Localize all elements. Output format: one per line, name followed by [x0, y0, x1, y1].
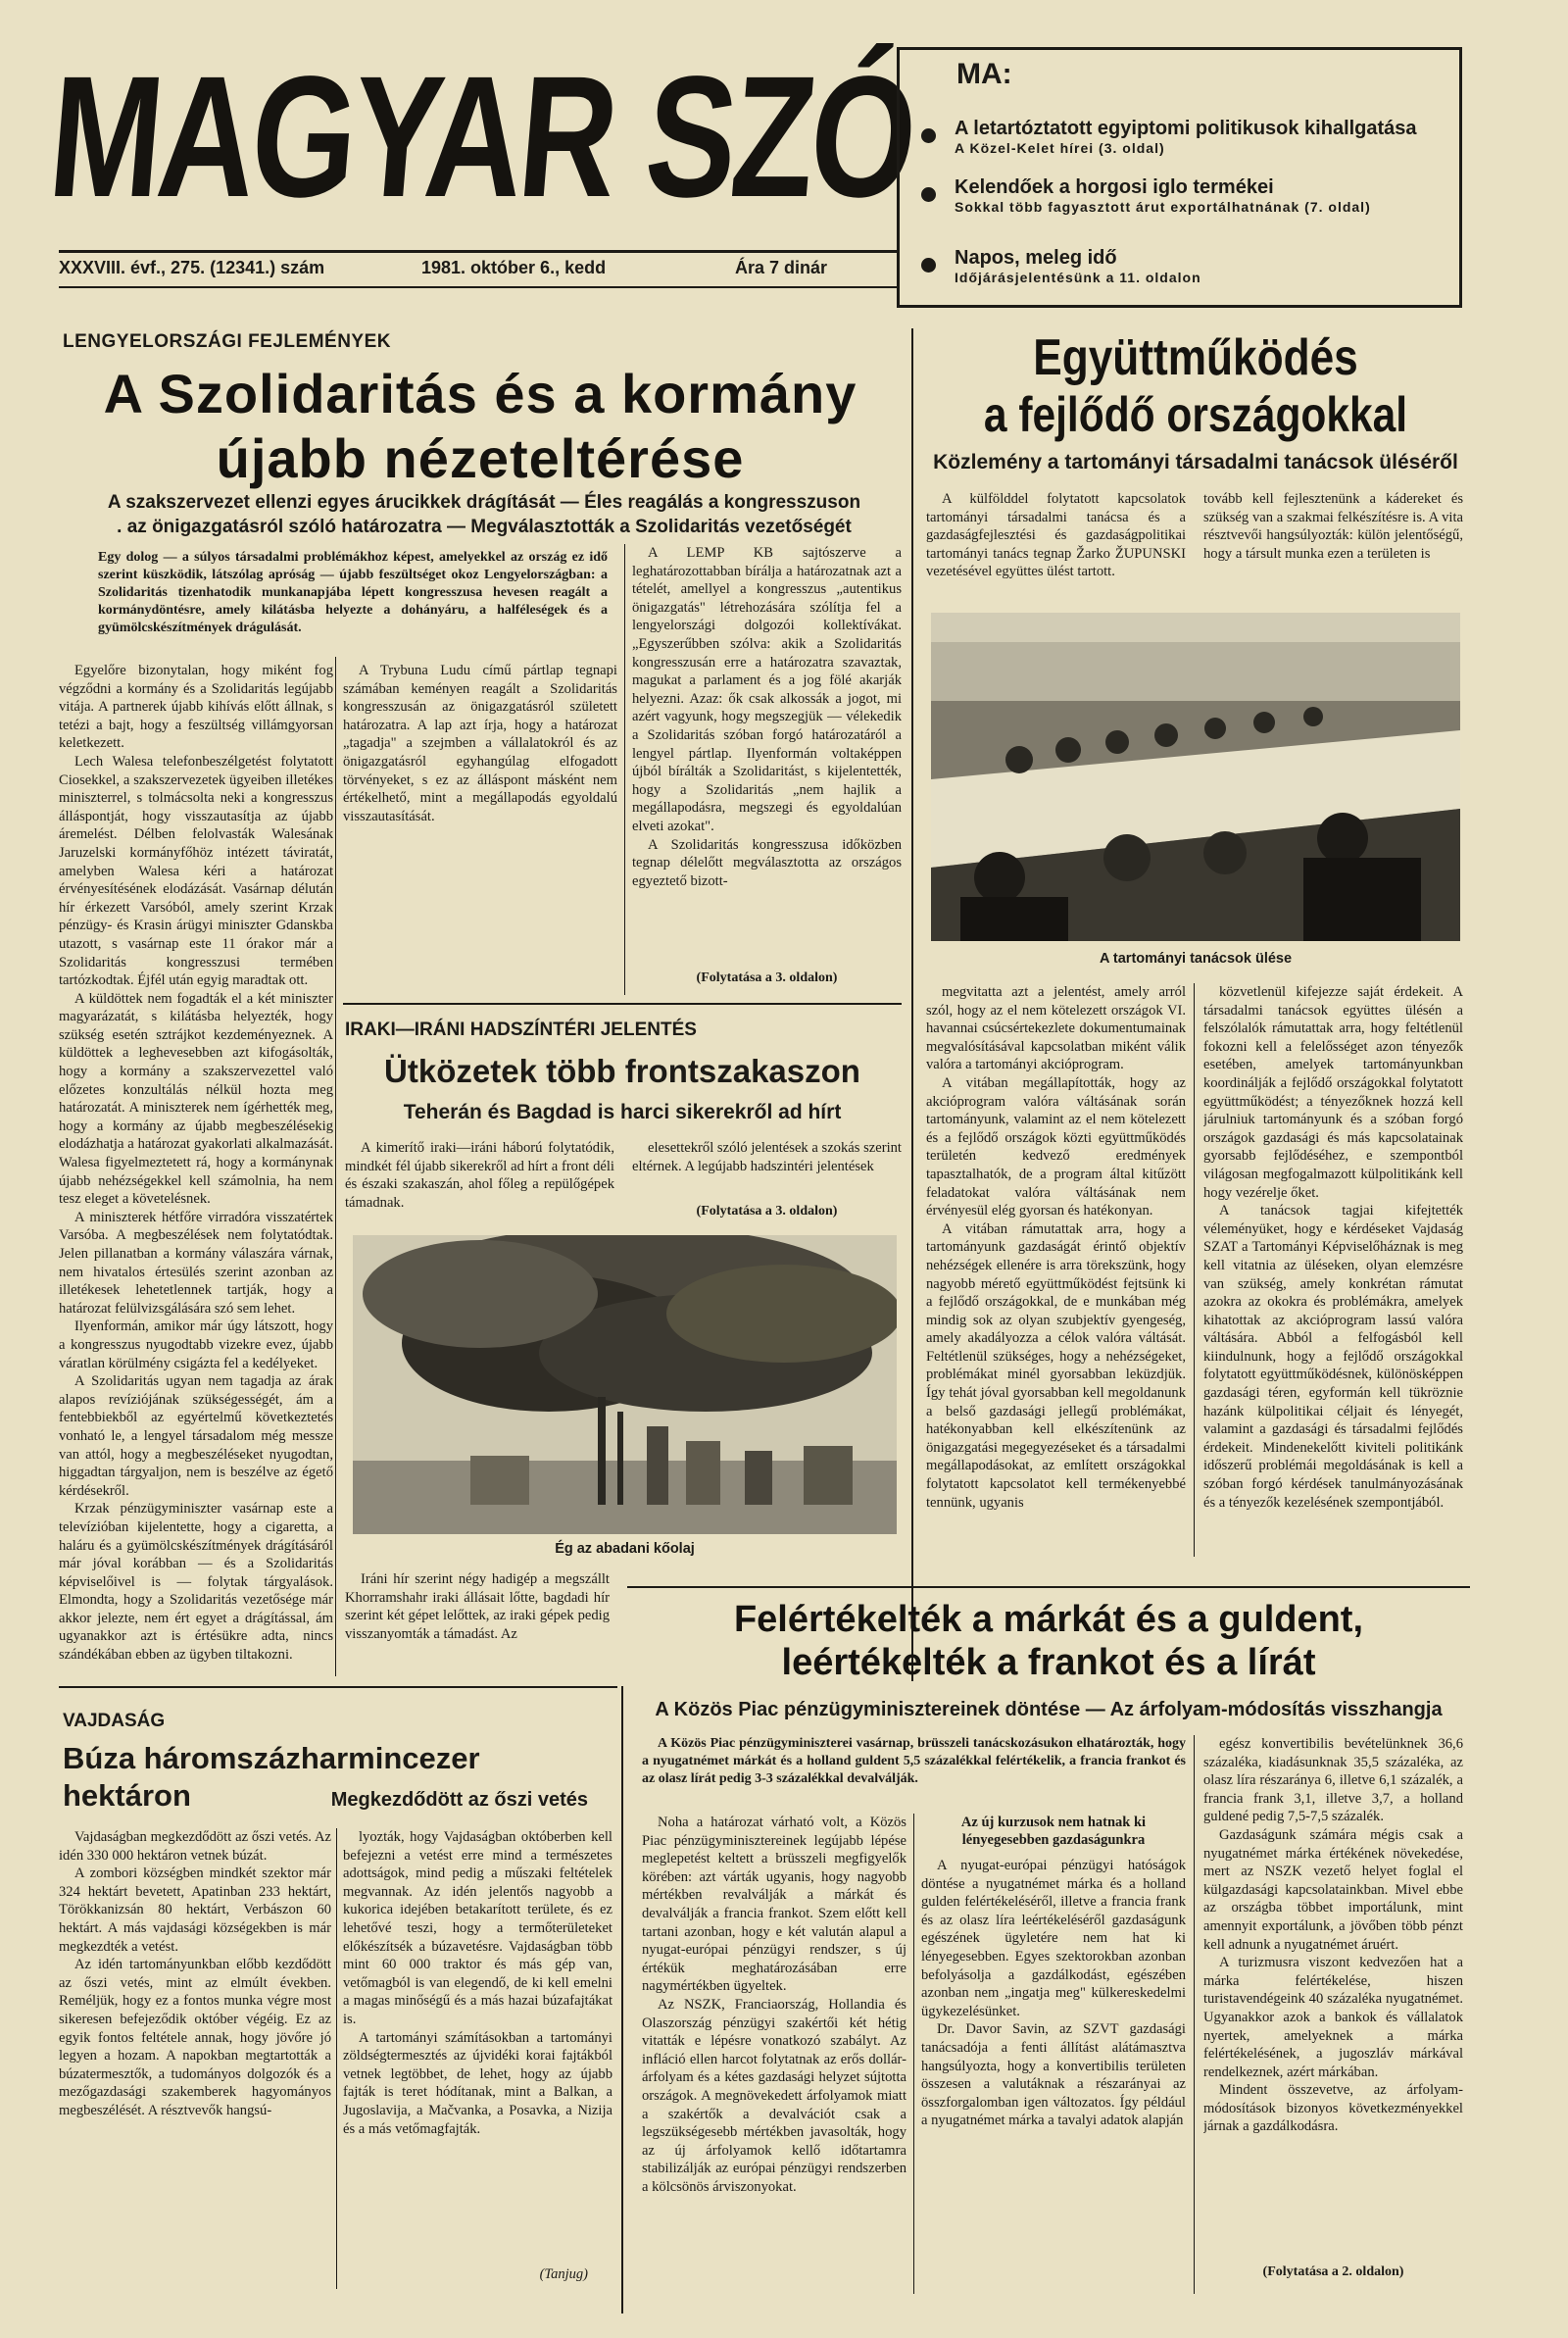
paragraph: Krzak pénzügyminiszter vasárnap este a televízióban kijelentette, hogy a cigaretta, a haláru és a gyümölcskészítmények drágításáról már jóval korábban — és a Szolidaritás képviselőivel is — folytak tárgyalások. Elmondta, hogy a Szolidaritás vezetősége már akkor jelezte, nem ért egyet a drágítással, ám ugyanakkor azt is értésükre adta, nincs szándékában ebben az ügyben tiltakozni.	[59, 1501, 333, 1664]
article-1-deck-line: A szakszervezet ellenzi egyes árucikkek drágítását — Éles reagálás a kongresszuson	[107, 492, 861, 513]
paragraph: A tartományi számításokban a tartományi zöldségtermesztés az újvidéki korai fajtákból vetnek legtöbbet, de lehet, hogy az újabb fajták is teret hódítanak, mint a Balkan, a Jugoslavija, a Mačvanka, a Posavka, a Nizija és a más vetőmagfajták.	[343, 2029, 612, 2137]
council-meeting-photo	[931, 613, 1460, 941]
paragraph: A zombori községben mindkét szektor már 324 hektárt bevetett, Apatinban 233 hektárt, Törökkanizsán 80 hektárt, Verbászon 60 hektárt. A más vajdasági községekben is már megkezdték a vetést.	[59, 1865, 331, 1955]
article-4-source: (Tanjug)	[539, 2266, 588, 2282]
bullet-icon	[921, 128, 936, 143]
paragraph: A nyugat-európai pénzügyi hatóságok döntése a nyugatnémet márka és a holland gulden felértékeléséről, illetve a francia frank és az olasz líra leértékeléséről gazdaságunk egészének ügyletére nem hat ki lényegesebben. Egyes szektorokban azonban befolyásolja a gazdálkodást, egészében azonban nem „ingatja meg" külkereskedelmi ügykezelésünket.	[921, 1858, 1186, 2019]
abadan-photo-caption: Ég az abadani kőolaj	[555, 1541, 695, 1557]
teaser-heading: MA:	[956, 58, 1012, 90]
teaser-item	[921, 117, 1450, 157]
teaser-item-title: Napos, meleg idő	[955, 247, 1117, 269]
paragraph: Vajdaságban megkezdődött az őszi vetés. Az idén 330 000 hektáron vetnek búzát.	[59, 1829, 331, 1864]
paragraph: A tanácsok tagjai kifejtették véleményüket, hogy e kérdéseket Vajdaság SZAT a Tartományi Képviselőháznak is meg kell vitatnia az üléseken, olyan elemzésre van szükség, amely konkrétan rámutat azokra az okokra és problémákra, amelyek kihatottak az akcióprogram lassú valóra váltására. Abból a felfogásból kell kiindulnunk, hogy a fejlődő országokkal folytatott együttműködésnek, különösképpen gazdasági téren, egyformán kell tükröznie hazánk külpolitikai céljait és lényegét, valamint a gazdasági és társadalmi fejlődés érdekeit. Mindenekelőtt kiviteli politikánk időszerű problémái megoldásának is kell a szóban forgó kérdések tanulmányozásának és a tényezők kezelésének szempontjából.	[1203, 1203, 1463, 1511]
article-1-lead: Egy dolog — a súlyos társadalmi problémákhoz képest, amelyekkel az ország ez idő szerint küszködik, látszólag apróság — újabb feszültséget okoz Lengyelországban: a Szolidaritás tizenhatodik munkanapjába lépett kongresszusa hevesen reagált a kormánydöntésre, amely kilátásba helyezte a dohányáru, a halféleségek és a gyümölcskészítmények drágulását.	[98, 550, 608, 635]
masthead-title: MAGYAR SZÓ	[42, 41, 920, 233]
issue-line	[59, 258, 897, 281]
issue-volume: XXXVIII. évf., 275. (12341.) szám	[59, 258, 325, 277]
article-2-column: elesettekről szóló jelentések a szokás szerint eltérnek. A legújabb hadszintéri jelentések	[632, 1140, 902, 1174]
paragraph: Dr. Davor Savin, az SZVT gazdasági tanácsadója a fenti állítást alátámasztva hangsúlyozta, hogy a konvertibilis területen összesen a valutáknak a részarányai az összforgalomban igen változatos. Így például a nyugatnémet márka a tavalyi adatok alapján	[921, 2021, 1186, 2129]
article-1-column	[59, 662, 333, 1676]
paragraph: A turizmusra viszont kedvezően hat a márka felértékelése, hiszen turistavendégeink 40 százaléka nyugatnémet. Ugyanakkor azok a bankok és vállalatok nyertek, amelyeknek a márka felértékelésének, a jugoszláv márkával rendelkeznek, azért márkában.	[1203, 1955, 1463, 2080]
article-5-continued: (Folytatása a 2. oldalon)	[1262, 2264, 1404, 2279]
teaser-item	[921, 175, 1450, 216]
teaser-item-sub: Időjárásjelentésünk a 11. oldalon	[955, 270, 1201, 285]
paragraph: Ilyenformán, amikor már úgy látszott, hogy a kongresszus nyugodtabb vizekre evez, újabb váratlan körülmény csigázta fel a kedélyeket.	[59, 1318, 333, 1371]
issue-date: 1981. október 6., kedd	[421, 258, 607, 277]
article-1-continued: (Folytatása a 3. oldalon)	[696, 970, 838, 985]
paragraph: Noha a határozat várható volt, a Közös Piac pénzügyminisztereinek legújabb lépése meglepetést keltett a brüsszeli megfigyelők körében: azt várták ugyanis, hogy nagyobb mértékben revalválják a márkát és devalválják a francia frankot. Szem előtt kell tartani azonban, hogy e két valután alapul a nyugat-európai pénzügyi rendszer, s új értékük meghatározásában erre nagymértékben ügyeltek.	[642, 1815, 906, 1995]
bullet-icon	[921, 187, 936, 202]
paragraph: lyozták, hogy Vajdaságban októberben kell befejezni a vetést erre mind a természetes adottságok, mind pedig a műszaki feltételek megvannak. Az idén jelentős nagyobb a kukorica idejében betakarított területe, és ez lehetővé teszi, hogy a termőterületeket előkészítsék a búzavetésre. Vajdaságban több mint 60 000 traktor és más gép van, vetőmagból is van elegendő, de ki kell emelni a magas minőségű és a más hazai búzafajtákat is.	[343, 1829, 612, 2027]
article-3-column	[926, 983, 1186, 1562]
article-5-column	[921, 1814, 1186, 2294]
paragraph: Gazdaságunk számára mégis csak a nyugatnémet márka értékének növekedése, mert az NSZK vezető helyet foglal el külgazdasági kapcsolatainkban. Mivel ebbe az országba többet importálunk, mint amennyit exportálunk, a jövőben több pénzt kell adnunk a nyugatnémet áruért.	[1203, 1826, 1463, 1953]
issue-price: Ára 7 dinár	[735, 258, 828, 277]
abadan-fire-photo	[353, 1235, 897, 1534]
paragraph: Lech Walesa telefonbeszélgetést folytatott Ciosekkel, a szakszervezetek ügyeiben illetékes miniszterrel, s tolmácsolta neki a kongresszus álláspontját, hogy visszautasítja az újabb áremelést. Délben felolvasták Walesának Jaruzelski kormányfőhöz intézett táviratát, amelyben Walesa kéri a határozat érvényesítésének elodázását. Vasárnap délután hír érkezett Varsóból, amely szerint Krzak pénzügy- és Krasin árügyi miniszter Gdanskba utazott, s vasárnap este 11 órakor már a Szolidaritás kongresszusi termében tartózkodtak. Éjfél után egyig maradtak ott.	[59, 753, 333, 989]
article-5-column	[642, 1814, 906, 2294]
teaser-item	[921, 246, 1450, 286]
teaser-item-title: A letartóztatott egyiptomi politikusok kihallgatása	[955, 118, 1417, 139]
article-3-deck: Közlemény a tartományi társadalmi tanácsok üléséről	[933, 451, 1458, 473]
article-2-headline: Ütközetek több frontszakaszon	[384, 1053, 860, 1089]
article-1-deck	[63, 490, 906, 539]
paragraph: A LEMP KB sajtószerve a leghatározottabban bírálja a határozatnak azt a tételét, amellyel a kongresszus „autentikus önigazgatás" létrehozására szólítja fel a lengyelországi dolgozói kollektívákat. „Egyszerűbben szólva: akik a Szolidaritás kongresszusán erre a határozatra szavaztak, magukat a parlament és a jog fölé akarják helyezni. Azaz: ők csak alkossák a jogot, mi azért vagyunk, hogy megszegjük — vélekedik a Szolidaritás szóban forgó határozatáról a lengyel pártlap. Ilyenformán voltaképpen újból bírálták a Szolidaritást, s kijelentették, hogy a Szolidaritás „nem hajlik a megállapodásra, megszegi és egyoldalúan elveti azokat".	[632, 545, 902, 834]
article-2-deck: Teherán és Bagdad is harci sikerekről ad hírt	[403, 1101, 842, 1123]
article-4-column	[343, 1828, 612, 2264]
article-3-column	[1203, 983, 1463, 1562]
bullet-icon	[921, 258, 936, 273]
article-3-intro-continued: tovább kell fejlesztenünk a kádereket és szükség van a szakmai felkészítésre is. A vita résztvevői hangsúlyozták: külön jelentőségű, hogy a társult munka ezen a területen is	[1203, 491, 1463, 562]
council-photo-caption: A tartományi tanácsok ülése	[1099, 951, 1293, 967]
article-4-deck: Megkezdődött az őszi vetés	[330, 1789, 588, 1811]
article-2-continued: (Folytatása a 3. oldalon)	[696, 1204, 838, 1219]
teaser-item-title: Kelendőek a horgosi iglo termékei	[955, 176, 1274, 198]
article-1-headline-line: újabb nézeteltérése	[216, 427, 745, 489]
article-4-column	[59, 1828, 331, 2299]
paragraph: megvitatta azt a jelentést, amely arról szól, hogy az el nem kötelezett országok VI. havannai csúcsértekezlete dokumentumainak megvalósításával kapcsolatban miként válik valóra a tartományi akcióprogram.	[926, 984, 1186, 1073]
paragraph: Iráni hír szerint négy hadigép a megszállt Khorramshahr iraki állásait lőtte, bagdadi hír szerint két gépet lelőttek, az iraki gépek pedig visszanyomták a támadást. Az	[345, 1571, 610, 1642]
meeting-room-image	[931, 613, 1460, 941]
article-5-lead: A Közös Piac pénzügyminiszterei vasárnap, brüsszeli tanácskozásukon elhatározták, hogy a nyugatnémet márkát és a holland guldent 5,5 százalékkal felértékelik, a francia frankot és az olasz lírát pedig 3-3 százalékkal devalválják.	[642, 1736, 1186, 1786]
article-2-column: A kimerítő iraki—iráni háború folytatódik, mindkét fél újabb sikerekről ad hírt a front déli és északi szakaszán, ahol főleg a repülőgépek támadnak.	[345, 1140, 614, 1211]
article-5-subhead: Az új kurzusok nem hatnak ki lényegesebben gazdaságunkra	[960, 1815, 1147, 1848]
article-5-deck: A Közös Piac pénzügyminisztereinek döntése — Az árfolyam-módosítás visszhangja	[655, 1699, 1443, 1720]
teaser-item-sub: A Közel-Kelet hírei (3. oldal)	[955, 140, 1165, 156]
article-3-headline-line: Együttműködés	[1033, 329, 1358, 386]
article-2-column	[345, 1570, 610, 1668]
teaser-box	[897, 47, 1462, 308]
teaser-item-sub: Sokkal több fagyasztott árut exportálhatnának (7. oldal)	[955, 199, 1371, 215]
paragraph: közvetlenül kifejezze saját érdekeit. A társadalmi tanácsok együttes ülésén a felszólalók rámutattak arra, hogy feltétlenül fokozni kell a felelősséget azon tényezők esetében, amelyek tartományunkban koordinálják a fejlődő országokkal folytatott együttműködést; a tényezőknek hozzá kell járulniuk tartományunk és a szóban forgó országok gazdasági és más kapcsolatainak gyorsabb fejlődéséhez, e szempontból világosan megfogalmazott külpolitikánk kell hogy vezérelje őket.	[1203, 984, 1463, 1201]
paragraph: A Szolidaritás kongresszusa időközben tegnap délelőtt megválasztotta az országos egyeztető bizott-	[632, 836, 902, 889]
article-5-headline-line: leértékelték a frankot és a lírát	[781, 1642, 1316, 1683]
article-1-column	[632, 544, 902, 961]
masthead-logo	[42, 39, 920, 255]
paragraph: Egyelőre bizonytalan, hogy miként fog végződni a kormány és a Szolidaritás legújabb vitája. A partnerek újabb kihívás előtt állnak, s tetézi a bajt, hogy a feszültség villámgyorsan keletkezett.	[59, 663, 333, 752]
article-3-headline	[921, 328, 1470, 442]
paragraph: A miniszterek hétfőre virradóra visszatértek Varsóba. A megbeszélések nem folytatódtak. Jelen pillanatban a kormány válaszára várnak, nem hivatalos értesülés szerint azonban az illetékesek lehetetlennek tartják, hogy a határozat felülvizsgálására szó sem lehet.	[59, 1209, 333, 1317]
article-5-column	[1203, 1735, 1463, 2255]
article-2-kicker: IRAKI—IRÁNI HADSZÍNTÉRI JELENTÉS	[345, 1020, 697, 1040]
article-5-headline-line: Felértékelték a márkát és a guldent,	[733, 1599, 1364, 1640]
article-1-kicker: LENGYELORSZÁGI FEJLEMÉNYEK	[63, 331, 391, 352]
article-1-deck-line: . az önigazgatásról szóló határozatra — Megválasztották a Szolidaritás vezetőségét	[117, 517, 852, 537]
article-3-headline-line: a fejlődő országokkal	[983, 387, 1408, 442]
article-5-headline	[627, 1598, 1470, 1684]
paragraph: A vitában megállapították, hogy az akcióprogram valóra váltásának során tartományunk, valamint az el nem kötelezett és a fejlődő országok közti együttműködés területén kedvező eredmények tapasztalhatók, de a program által kitűzött feladatokat valóra váltásának nem érvényesül elég gyorsan és hatékonyan.	[926, 1074, 1186, 1219]
smoke-plume-image	[353, 1235, 897, 1534]
paragraph: A vitában rámutattak arra, hogy a tartományunk gazdaságát érintő objektív nehézségek ellenére is arra törekszünk, hogy nagyobb mérető együttműködést fejtsünk ki a fejlődő országokkal, de e munkában még mindig sok az olyan szubjektív gyengeség, amely akadályozza a célok valóra váltását. Feltétlenül szükséges, hogy a nehézségeket, problémákat minél gyorsabban leküzdjük. Így tehát jóval gyorsabban kell megoldanunk a belső gazdasági jellegű problémákat, hatékonyabban kell elkészítenünk az önigazgatási megegyezéseket és a társadalmi megállapodásokat, az említett országokkal folytatott kapcsolatot kell termékenyebbé tennünk, ugyanis	[926, 1220, 1186, 1511]
article-4-kicker: VAJDASÁG	[63, 1711, 166, 1731]
article-4-headline: Búza háromszázharmincezer hektáron	[63, 1741, 480, 1813]
paragraph: egész konvertibilis bevételünknek 36,6 százaléka, kiadásunknak 35,5 százaléka, az olasz líra részaránya 6, illetve 6,1 százalék, a francia frank 3,1, illetve 3,7, a holland guldené pedig 7,5-7,5 százalék.	[1203, 1736, 1463, 1825]
paragraph: Az NSZK, Franciaország, Hollandia és Olaszország pénzügyi szakértői két hétig vitatták e lépésre vonatkozó szabályt. Az infláció ellen harcot folytatnak az erős dollár-árfolyam és a kétes gazdasági helyzet sújtotta országok. A megnövekedett árfolyamok miatt a szakértők a devalvációt csak a legszükségesebb mértékben javasolták, hogy az új árfolyamok kellő időtartamra stabilizálják az európai pénzügyi rendszerben a kölcsönös árviszonyokat.	[642, 1996, 906, 2195]
paragraph: A küldöttek nem fogadták el a két miniszter magyarázatát, s kilátásba helyezték, hogy szükség esetén sztrájkot kezdeményeznek. A küldöttek a leghevesebben azt kifogásolták, hogy a kormány a szakszervezettel való előzetes konzultálás nélkül hozta meg határozatát. A miniszterek nem ígérhették meg, hogy a kormány az újabb megbeszélésekig elodázhatja a határozat gyakorlati alkalmazását. Walesa figyelmeztetett rá, hogy a kormánynak újabb nehézségekkel kell számolnia, ha nem tesz eleget a követelésnek.	[59, 990, 333, 1208]
article-1-column	[343, 662, 617, 990]
article-3-intro: A külfölddel folytatott kapcsolatok tartományi társadalmi tanácsa és a gazdaságfejlesztési és gazdaságpolitikai tartományi tanács tegnap Žarko ŽUPUNSKI vezetésével együttes ülést tartott.	[926, 491, 1186, 580]
article-1-headline-line: A Szolidaritás és a kormány	[103, 363, 858, 424]
article-1-headline	[59, 361, 902, 490]
paragraph: A Trybuna Ludu című pártlap tegnapi számában keményen reagált a Szolidaritás kongresszusán az önigazgatásról született határozatra. A lap azt írja, hogy a határozat „tagadja" a szejmben a vállalatokról és az önigazgatásról egyhangúlag elfogadott törvényeket, s ez az álláspont másként nem értékelhető, mint a megállapodás egyoldalú visszautasítását.	[343, 663, 617, 824]
paragraph: A Szolidaritás ugyan nem tagadja az árak alapos revíziójának szükségességét, ám a fentebbiekből az egyértelmű következtetés vonható le, a lengyel társadalom még messze van attól, hogy a megbeszéléseket nyugodtan, higgadtan tárgyaljon, nem is beszélve az égető kérdésekről.	[59, 1373, 333, 1499]
paragraph: Az idén tartományunkban előbb kezdődött az őszi vetés, mint az elmúlt években. Reméljük, hogy ez a fontos munka végre most sikeresen befejeződik október végéig. Ez az egyik fontos feltétele annak, hogy jövőre jó legyen a hozam. A napokban megtartották a búzatermesztők, a tudományos dolgozók és a mezőgazdasági szakemberek hagyományos megbeszélését. A résztvevők hangsú-	[59, 1957, 331, 2118]
paragraph: Mindent összevetve, az árfolyam-módosítások bizonyos következményekkel járnak a gazdálkodásra.	[1203, 2082, 1463, 2135]
